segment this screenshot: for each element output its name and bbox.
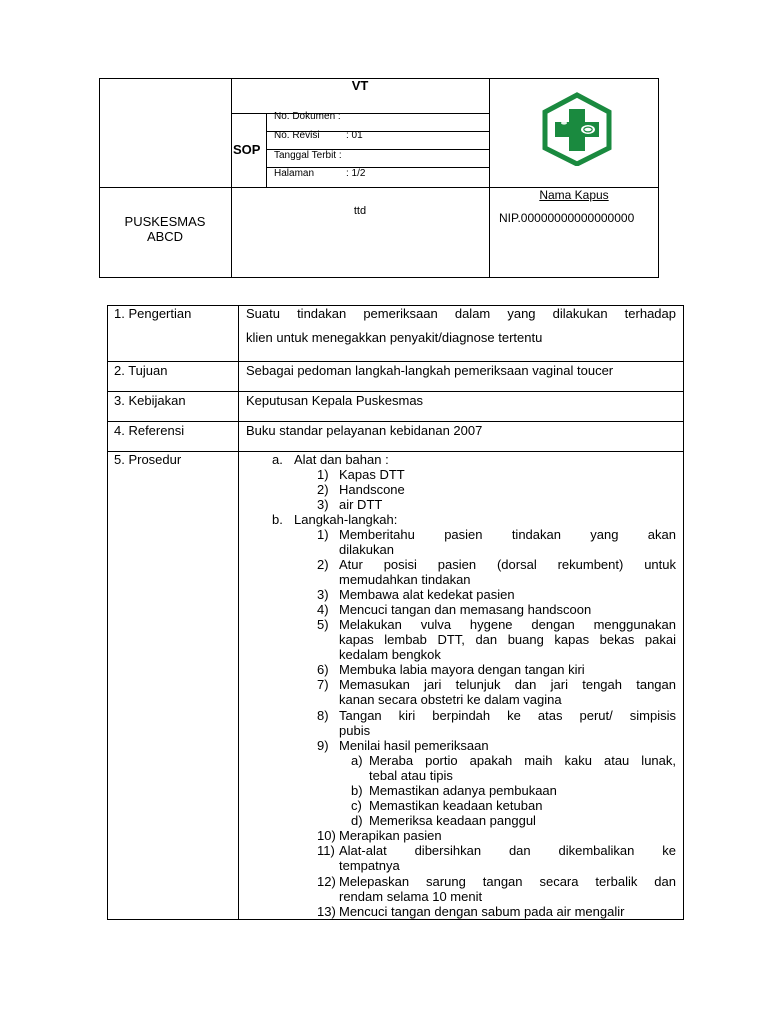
document-title: VT: [351, 78, 369, 93]
field-label: No. Revisi: [274, 130, 320, 141]
pengertian-line1: Suatu tindakan pemeriksaan dalam yang dilakukan terhadap: [246, 306, 676, 321]
kebijakan-text: Keputusan Kepala Puskesmas: [246, 393, 424, 408]
step-text: Merapikan pasien: [339, 828, 442, 843]
step-text: Melakukan vulva hygene dengan menggunakan: [339, 617, 676, 632]
list-letter: d): [351, 813, 363, 828]
divider: [107, 391, 684, 392]
list-number: 9): [317, 738, 329, 753]
step-text: Membuka labia mayora dengan tangan kiri: [339, 662, 585, 677]
divider: [231, 113, 489, 114]
step-text: Atur posisi pasien (dorsal rekumbent) untuk: [339, 557, 676, 572]
list-number: 8): [317, 708, 329, 723]
list-number: 2): [317, 482, 329, 497]
list-number: 12): [317, 874, 336, 889]
field-label: Halaman: [274, 168, 315, 179]
list-number: 3): [317, 587, 329, 602]
tujuan-text: Sebagai pedoman langkah-langkah pemeriksaan vaginal toucer: [246, 363, 614, 378]
list-number: 13): [317, 904, 336, 919]
field-label: Tanggal Terbit :: [274, 150, 342, 161]
step-text: Memeriksa keadaan panggul: [369, 813, 536, 828]
step-text: Meraba portio apakah maih kaku atau lunak,: [369, 753, 676, 768]
field-value: : 01: [346, 130, 363, 141]
list-item: air DTT: [339, 497, 383, 512]
row-label-prosedur: 5. Prosedur: [114, 452, 182, 467]
step-text: Memastikan adanya pembukaan: [369, 783, 557, 798]
divider: [107, 451, 684, 452]
list-number: 10): [317, 828, 336, 843]
row-label-tujuan: 2. Tujuan: [114, 363, 168, 378]
langkah-title: Langkah-langkah:: [294, 512, 398, 527]
row-label-pengertian: 1. Pengertian: [114, 306, 192, 321]
field-tanggal-terbit: [274, 150, 342, 161]
head-nip: NIP.00000000000000000: [499, 211, 635, 225]
list-number: 2): [317, 557, 329, 572]
divider: [231, 78, 232, 278]
step-text: Memberitahu pasien tindakan yang akan: [339, 527, 676, 542]
alat-bahan-title: Alat dan bahan :: [294, 452, 389, 467]
step-text: Alat-alat dibersihkan dan dikembalikan ke: [339, 843, 676, 858]
list-marker: a.: [272, 452, 283, 467]
field-no-dokumen: [274, 111, 341, 122]
divider: [266, 113, 267, 187]
step-text: kedalam bengkok: [339, 647, 441, 662]
step-text: kanan secara obstetri ke dalam vagina: [339, 692, 562, 707]
referensi-text: Buku standar pelayanan kebidanan 2007: [246, 423, 483, 438]
step-text: Mencuci tangan dengan sabum pada air mengalir: [339, 904, 625, 919]
list-number: 1): [317, 467, 329, 482]
field-no-revisi: [274, 130, 363, 141]
list-marker: b.: [272, 512, 283, 527]
field-halaman: [274, 168, 366, 179]
step-text: Menilai hasil pemeriksaan: [339, 738, 489, 753]
list-letter: c): [351, 798, 362, 813]
step-text: Memastikan keadaan ketuban: [369, 798, 543, 813]
row-label-kebijakan: 3. Kebijakan: [114, 393, 186, 408]
org-name-line1: PUSKESMAS: [124, 214, 206, 229]
step-text: pubis: [339, 723, 371, 738]
pengertian-line2: klien untuk menegakkan penyakit/diagnose tertentu: [246, 330, 543, 345]
step-text: Melepaskan sarung tangan secara terbalik dan: [339, 874, 676, 889]
signature-placeholder: ttd: [353, 205, 367, 217]
list-number: 11): [317, 843, 335, 858]
divider: [238, 305, 239, 920]
divider: [107, 361, 684, 362]
step-text: memudahkan tindakan: [339, 572, 471, 587]
head-name: Nama Kapus: [539, 188, 609, 202]
step-text: tempatnya: [339, 858, 400, 873]
list-number: 7): [317, 677, 329, 692]
list-number: 1): [317, 527, 329, 542]
step-text: tebal atau tipis: [369, 768, 453, 783]
puskesmas-logo: [540, 92, 614, 166]
list-number: 4): [317, 602, 329, 617]
step-text: Membawa alat kedekat pasien: [339, 587, 515, 602]
step-text: kapas lembab DTT, dan buang kapas bekas pakai: [339, 632, 676, 647]
list-letter: a): [351, 753, 363, 768]
list-letter: b): [351, 783, 363, 798]
list-number: 6): [317, 662, 329, 677]
row-label-referensi: 4. Referensi: [114, 423, 185, 438]
org-name: [99, 214, 231, 244]
step-text: dilakukan: [339, 542, 394, 557]
step-text: Tangan kiri berpindah ke atas perut/ simpisis: [339, 708, 676, 723]
list-item: Kapas DTT: [339, 467, 405, 482]
list-number: 5): [317, 617, 329, 632]
divider: [489, 78, 490, 278]
field-value: : 1/2: [346, 168, 366, 179]
sop-label: SOP: [233, 142, 261, 157]
org-name-line2: ABCD: [146, 229, 184, 244]
list-number: 3): [317, 497, 329, 512]
divider: [107, 421, 684, 422]
step-text: rendam selama 10 menit: [339, 889, 483, 904]
list-item: Handscone: [339, 482, 405, 497]
field-label: No. Dokumen :: [274, 111, 341, 122]
step-text: Mencuci tangan dan memasang handscoon: [339, 602, 592, 617]
step-text: Memasukan jari telunjuk dan jari tengah tangan: [339, 677, 676, 692]
